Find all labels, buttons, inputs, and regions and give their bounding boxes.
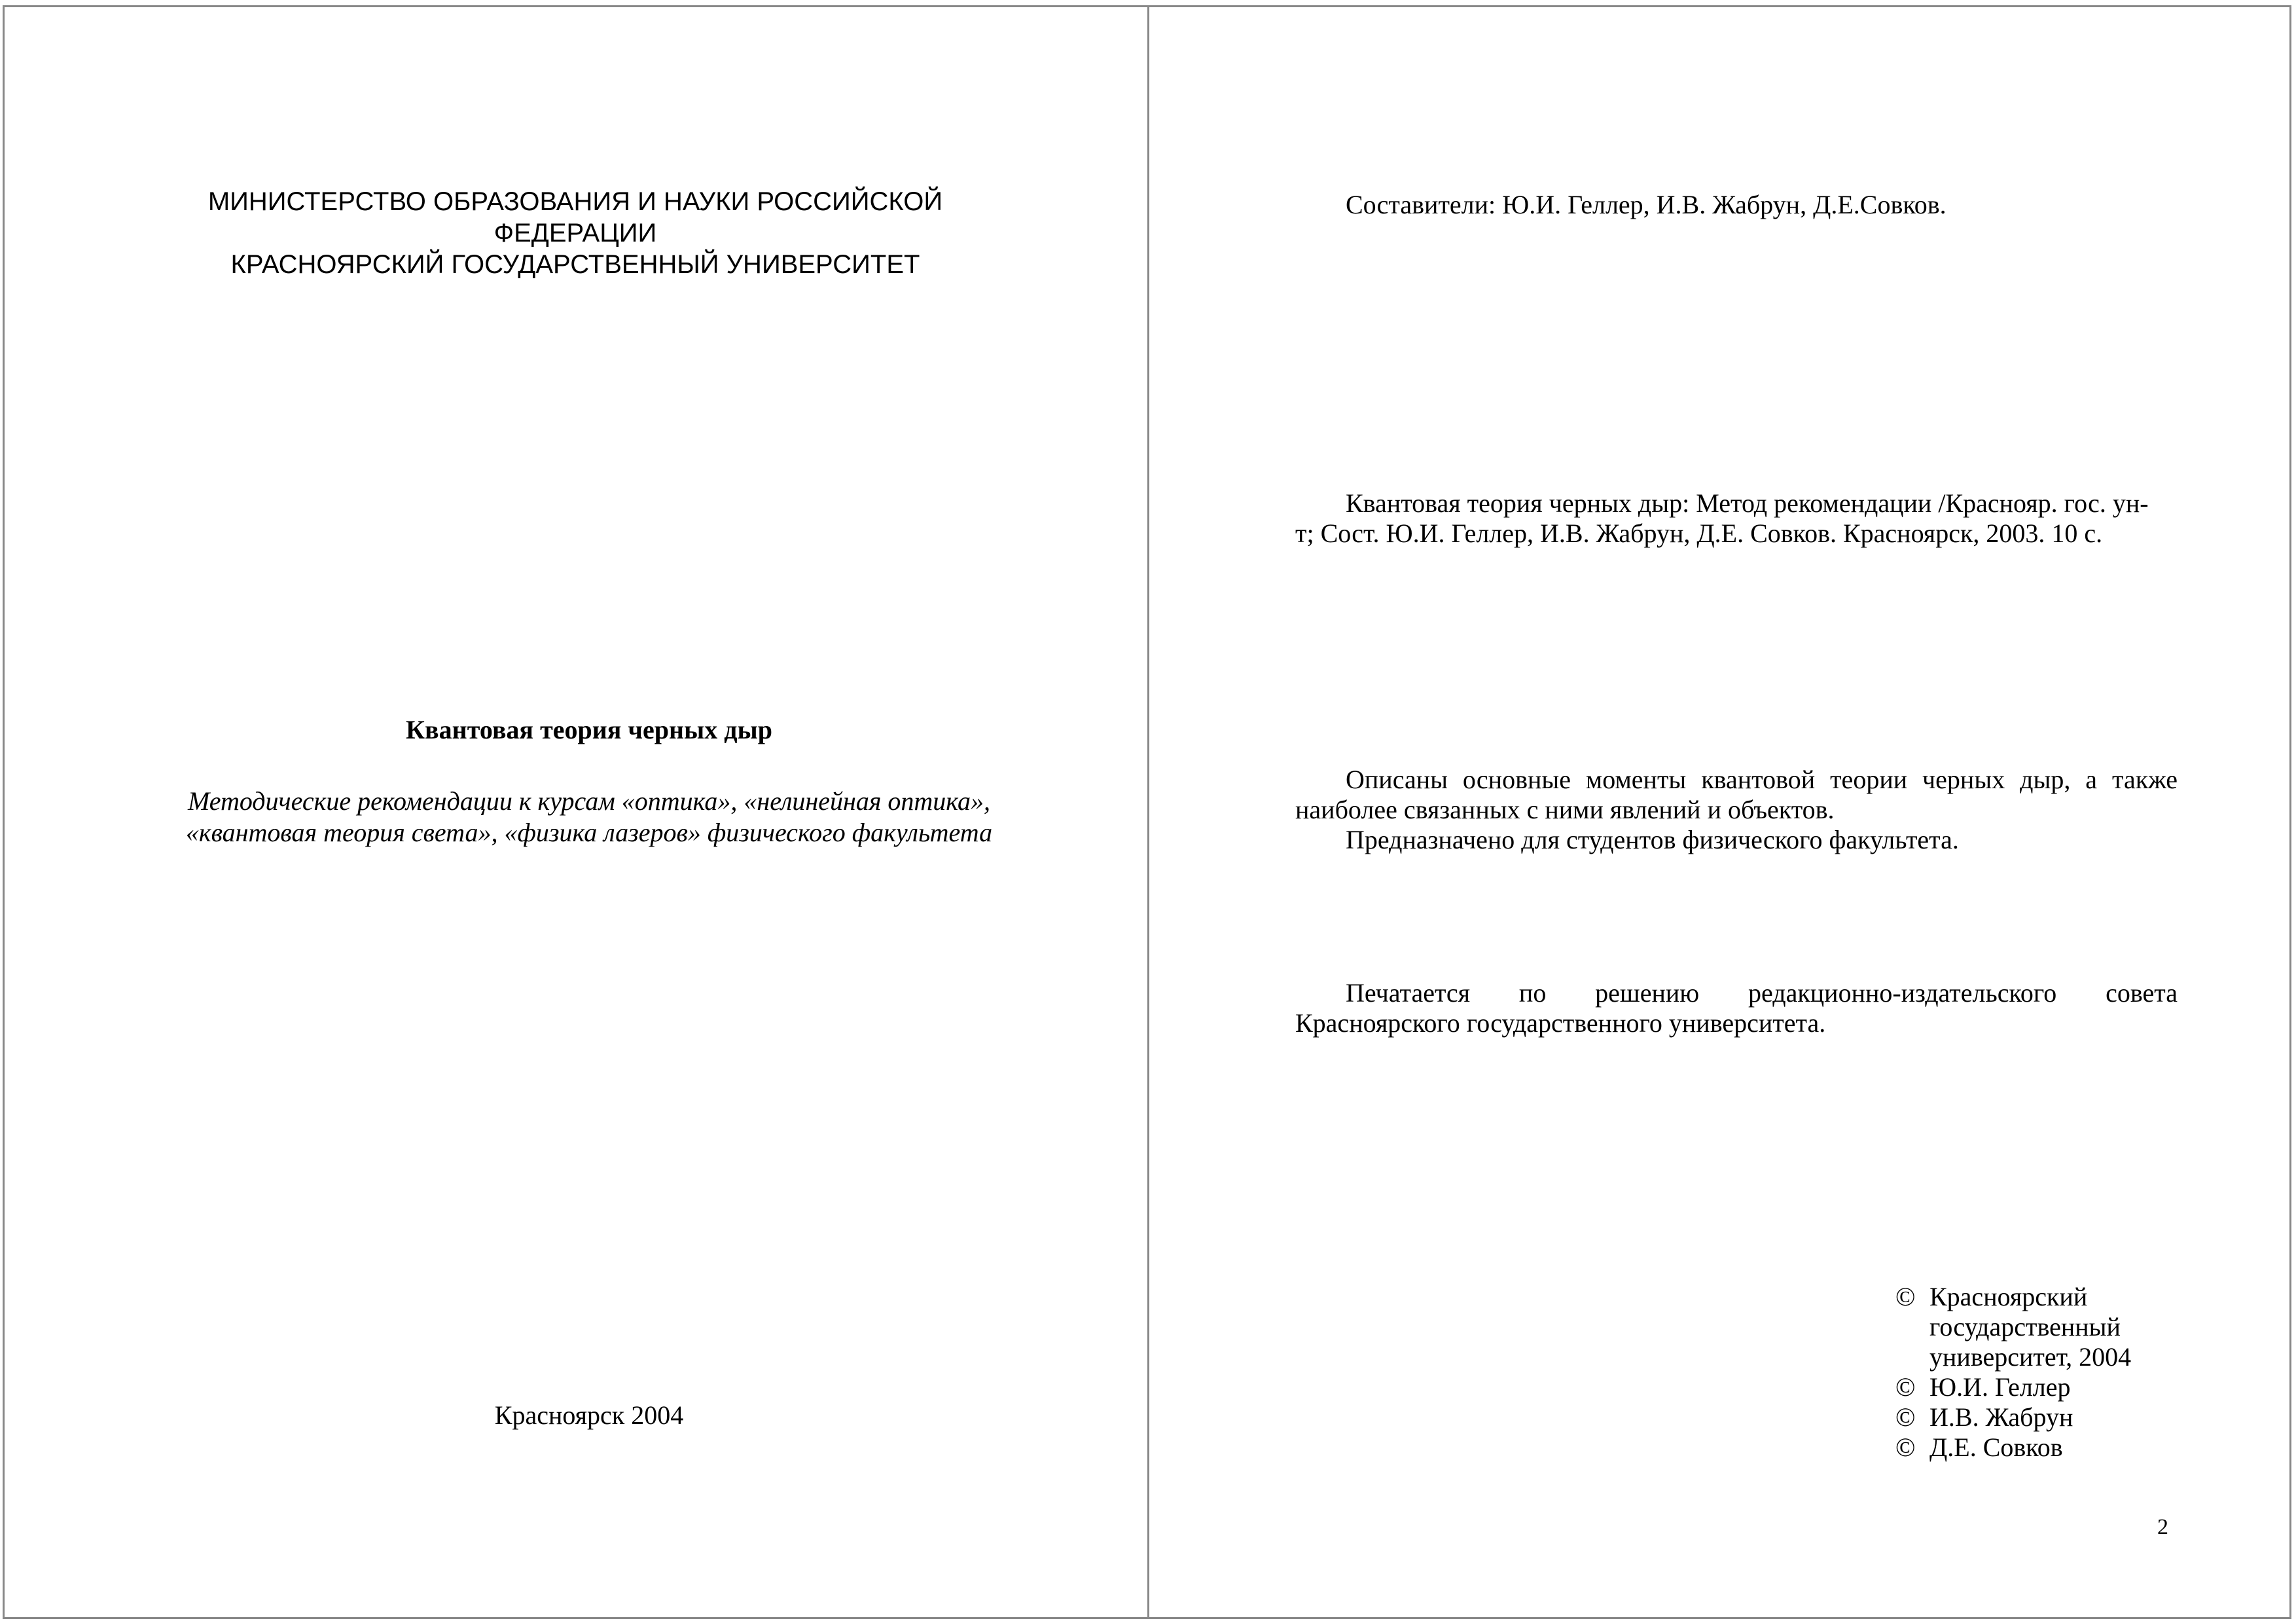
bibliographic-record: [1295, 488, 2163, 549]
compilers: Составители: Ю.И. Геллер, И.В. Жабрун, Д.Е.Совков.: [1346, 190, 1946, 219]
copyright-holder-line: университет, 2004: [1929, 1342, 2132, 1372]
document-subtitle: [3, 786, 1175, 848]
print-decision-line: Красноярского государственного университета.: [1295, 1008, 1826, 1038]
print-decision: [1295, 978, 2178, 1038]
annotation-line: Предназначено для студентов физического факультета.: [1346, 825, 1959, 854]
copyright-entry: [1895, 1402, 2131, 1432]
subtitle-line: «квантовая теория света», «физика лазеров» физического факультета: [185, 818, 993, 847]
ministry-header: [3, 186, 1148, 280]
copyright-holder-line: Д.Е. Совков: [1929, 1432, 2063, 1462]
annotation-line: Описаны основные моменты квантовой теории черных дыр, а также: [1346, 765, 2178, 794]
copyright-holder-line: государственный: [1929, 1312, 2121, 1341]
copyright-entry: [1895, 1432, 2131, 1463]
ministry-line: ФЕДЕРАЦИИ: [493, 219, 657, 247]
copyright-holder-line: Ю.И. Геллер: [1929, 1372, 2071, 1402]
copyright-holder-line: Красноярский: [1929, 1282, 2088, 1311]
ministry-line: КРАСНОЯРСКИЙ ГОСУДАРСТВЕННЫЙ УНИВЕРСИТЕТ: [230, 250, 920, 279]
print-decision-line: Печатается по решению редакционно-издательского совета: [1346, 978, 2178, 1008]
bibliographic-line: т; Сост. Ю.И. Геллер, И.В. Жабрун, Д.Е. Совков. Красноярск, 2003. 10 с.: [1295, 519, 2103, 548]
document-title: Квантовая теория черных дыр: [406, 715, 772, 744]
copyright-icon: ©: [1895, 1432, 1916, 1462]
page-number: 2: [2157, 1515, 2168, 1539]
title-page: [3, 5, 1148, 1619]
bibliographic-line: Квантовая теория черных дыр: Метод рекомендации /Краснояр. гос. ун-: [1346, 488, 2149, 518]
copyright-icon: ©: [1895, 1402, 1916, 1432]
annotation: [1295, 765, 2178, 855]
imprint-page: [1149, 5, 2291, 1619]
copyright-block: [1895, 1282, 2131, 1463]
copyright-icon: ©: [1895, 1372, 1916, 1402]
copyright-icon: ©: [1895, 1282, 1916, 1311]
ministry-line: МИНИСТЕРСТВО ОБРАЗОВАНИЯ И НАУКИ РОССИЙСКОЙ: [207, 187, 943, 216]
city-year: Красноярск 2004: [494, 1400, 684, 1430]
copyright-entry: [1895, 1372, 2131, 1402]
annotation-line: наиболее связанных с ними явлений и объектов.: [1295, 795, 1835, 824]
copyright-entry: [1895, 1282, 2131, 1372]
subtitle-line: Методические рекомендации к курсам «оптика», «нелинейная оптика»,: [187, 786, 991, 816]
copyright-holder-line: И.В. Жабрун: [1929, 1402, 2073, 1432]
